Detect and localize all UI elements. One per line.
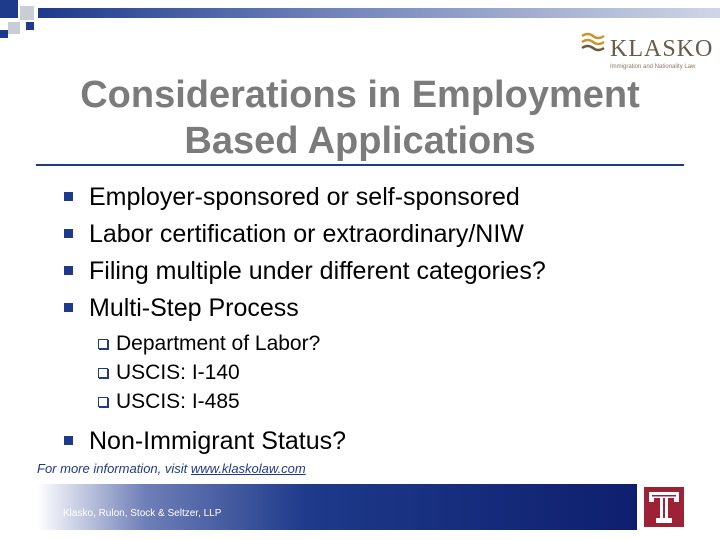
title-line-2: Based Applications — [184, 120, 536, 162]
sub-bullet-text: USCIS: I-485 — [116, 390, 240, 413]
title-divider — [36, 164, 684, 166]
bullet-item — [64, 254, 684, 291]
square-bullet-icon — [64, 266, 73, 275]
website-link[interactable]: www.klaskolaw.com — [190, 461, 306, 476]
more-info-note — [37, 461, 306, 476]
bullet-item — [64, 217, 684, 254]
bullet-text: Non-Immigrant Status? — [89, 427, 347, 455]
bullet-item — [64, 291, 684, 328]
decorative-square — [20, 6, 34, 20]
decorative-square — [0, 0, 18, 18]
bullet-text: Multi-Step Process — [89, 294, 299, 322]
temple-t-logo-icon — [641, 484, 687, 530]
sub-bullet-text: Department of Labor? — [116, 332, 321, 355]
slide-title — [40, 72, 680, 164]
square-bullet-icon — [64, 229, 73, 238]
checkbox-bullet-icon — [98, 397, 108, 407]
checkbox-bullet-icon — [98, 368, 108, 378]
decorative-square — [8, 22, 20, 34]
bullet-text: Filing multiple under different categories? — [89, 257, 546, 285]
bullet-item — [64, 180, 684, 217]
square-bullet-icon — [64, 192, 73, 201]
bullet-text: Labor certification or extraordinary/NIW — [89, 220, 524, 248]
firm-name: Klasko, Rulon, Stock & Seltzer, LLP — [63, 508, 222, 519]
sub-bullet-text: USCIS: I-140 — [116, 361, 240, 384]
square-bullet-icon — [64, 436, 73, 445]
bullet-list-continued — [64, 424, 684, 461]
bullet-item — [64, 424, 684, 461]
bullet-list — [64, 180, 684, 328]
klasko-wave-icon — [580, 32, 606, 54]
title-line-1: Considerations in Employment — [80, 74, 640, 116]
logo-tagline: Immigration and Nationality Law — [610, 64, 696, 70]
more-info-prefix: For more information, visit — [37, 461, 191, 476]
header-band — [38, 8, 720, 18]
square-bullet-icon — [64, 303, 73, 312]
bullet-text: Employer-sponsored or self-sponsored — [89, 183, 520, 211]
logo-name: KLASKO — [610, 36, 714, 62]
checkbox-bullet-icon — [98, 339, 108, 349]
klasko-logo — [580, 28, 715, 78]
decorative-square — [0, 30, 8, 38]
decorative-square — [26, 22, 34, 30]
footer-bar — [37, 484, 637, 530]
